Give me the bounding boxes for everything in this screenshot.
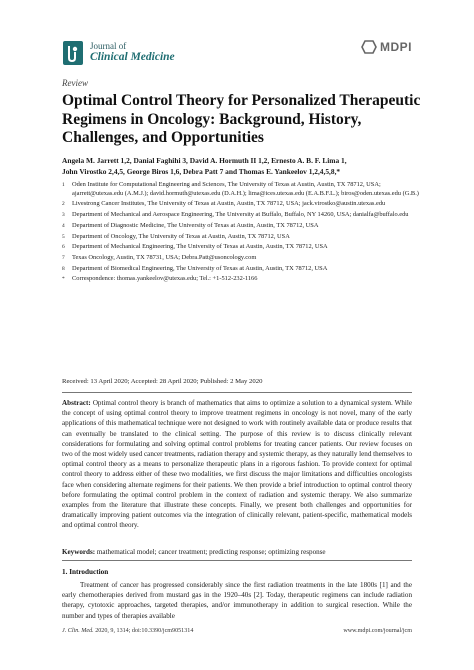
divider	[62, 392, 412, 393]
publisher-logo	[361, 40, 412, 54]
abstract-label: Abstract:	[62, 399, 91, 407]
divider	[62, 560, 412, 561]
affiliation-number: 7	[62, 254, 65, 261]
affiliation-item	[62, 211, 427, 220]
affiliation-item	[62, 200, 427, 209]
author-list	[62, 156, 422, 177]
affiliation-text: Correspondence: thomas.yankeelov@utexas.edu; Tel.: +1-512-232-1166	[72, 275, 258, 283]
affiliation-item	[62, 254, 427, 263]
affiliation-text: Oden Institute for Computational Engineering and Sciences, The University of Texas at Austin, Austin, TX 78712, USA; ajarrett@utexas.edu (A.M.J.); david.hormuth@utexas.edu (D.A.H.); lima@ices.utexas.edu (E.A.B.F.L.); biros@oden.utexas.edu (G.B.)	[72, 181, 419, 197]
affiliation-text: Department of Biomedical Engineering, The University of Texas at Austin, Austin, TX 78712, USA	[72, 264, 328, 272]
publication-dates: Received: 13 April 2020; Accepted: 28 April 2020; Published: 2 May 2020	[62, 378, 263, 385]
affiliation-number: 8	[62, 265, 65, 272]
page-footer	[62, 628, 412, 634]
affiliation-list	[62, 181, 427, 284]
authors-line-1: Angela M. Jarrett 1,2, Danial Faghihi 3, David A. Hormuth II 1,2, Ernesto A. B. F. Lima 1,	[62, 156, 347, 165]
affiliation-number: 2	[62, 201, 65, 208]
affiliation-number: 1	[62, 182, 65, 188]
affiliation-item	[62, 233, 427, 242]
paper-title: Optimal Control Theory for Personalized Therapeutic Regimens in Oncology: Background, History, Challenges, and Opportunities	[62, 92, 421, 146]
abstract-text: Optimal control theory is branch of mathematics that aims to optimize a solution to a dynamical system. While the concept of using optimal control theory to improve treatment regimens in oncology is not novel, many of the early applications of this mathematical technique were not designed to work with routinely available data or produce results that can eventually be translated to the clinical setting. The purpose of this review is to discuss clinically relevant considerations for formulating and solving optimal control problems for treating cancer patients. Our review focuses on two of the most widely used cancer treatments, radiation therapy and systemic therapy, as they naturally lend themselves to optimal control theory as a means to personalize therapeutic plans in a rigorous fashion. To provide context for optimal control theory to address either of these two modalities, we first discuss the major limitations and difficulties oncologists face when considering alternate regimens for their patients. We then provide a brief introduction to optimal control theory before formulating the optimal control problem in the context of radiation and systemic therapy. We also summarize examples from the literature that illustrate these concepts. Finally, we present both challenges and opportunities for dramatically improving patient outcomes via the integration of clinically relevant, patient-specific, mathematical models and optimal control theory.	[62, 399, 412, 530]
affiliation-text: Department of Mechanical Engineering, The University of Texas at Austin, Austin, TX 78712, USA	[72, 243, 328, 251]
section-heading: 1. Introduction	[62, 568, 109, 576]
journal-url: www.mdpi.com/journal/jcm	[343, 628, 412, 634]
mdpi-hexagon-icon	[361, 40, 377, 54]
affiliation-item	[62, 265, 427, 274]
journal-title: Clinical Medicine	[90, 51, 175, 63]
affiliation-item	[62, 222, 427, 231]
keywords-text: mathematical model; cancer treatment; predicting response; optimizing response	[96, 548, 326, 556]
article-type: Review	[62, 78, 88, 88]
correspondence	[62, 275, 427, 284]
keywords	[62, 547, 412, 557]
affiliation-item	[62, 181, 427, 198]
intro-paragraph: Treatment of cancer has progressed considerably since the first radiation treatments in the late 1800s [1] and the early chemotherapies derived from mustard gas in the 1920–40s [2]. Today, therapeutic regimens can include radiation therapy, cytotoxic approaches, targeted therapies, and/or immunotherapy in addition to surgical resection. While the number and types of therapies available	[62, 581, 412, 620]
affiliation-number: 3	[62, 212, 65, 219]
abstract	[62, 398, 412, 531]
affiliation-text: Texas Oncology, Austin, TX 78731, USA; Debra.Patt@usoncology.com	[72, 253, 257, 261]
citation	[62, 628, 193, 634]
affiliation-number: 5	[62, 233, 65, 240]
keywords-label: Keywords:	[62, 548, 96, 556]
affiliation-number: *	[62, 276, 65, 283]
affiliation-text: Department of Mechanical and Aerospace Engineering, The University at Buffalo, Buffalo, NY 14260, USA; danialfa@buffalo.edu	[72, 211, 409, 219]
journal-logo-icon	[62, 40, 84, 66]
affiliation-number: 6	[62, 244, 65, 251]
affiliation-text: Department of Oncology, The University of Texas at Austin, Austin, TX 78712, USA	[72, 232, 290, 240]
journal-prefix: Journal of	[90, 41, 127, 51]
publisher-name: MDPI	[380, 40, 412, 54]
affiliation-text: Livestrong Cancer Institutes, The University of Texas at Austin, Austin, TX 78712, USA; jack.virostko@austin.utexas.edu	[72, 200, 386, 208]
authors-line-2: John Virostko 2,4,5, George Biros 1,6, Debra Patt 7 and Thomas E. Yankeelov 1,2,4,5,8,*	[62, 166, 341, 176]
affiliation-text: Department of Diagnostic Medicine, The University of Texas at Austin, Austin, TX 78712, USA	[72, 221, 319, 229]
affiliation-number: 4	[62, 222, 65, 229]
journal-name	[90, 41, 175, 63]
citation-details: 2020, 9, 1314; doi:10.3390/jcm9051314	[95, 628, 194, 634]
citation-journal: J. Clin. Med.	[62, 628, 94, 634]
affiliation-item	[62, 243, 427, 252]
